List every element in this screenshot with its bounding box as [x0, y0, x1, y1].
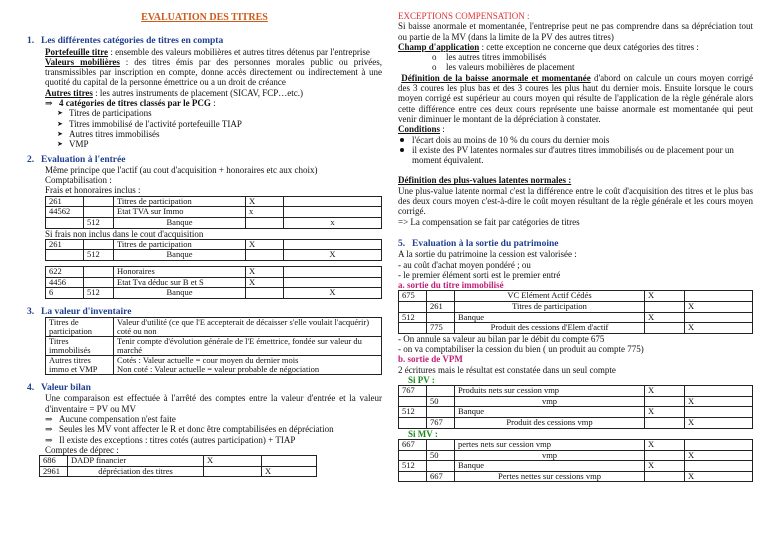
s2-line-3: Frais et honoraires inclus :	[45, 185, 141, 196]
table-row: 667 pertes nets sur cession vmp X	[399, 439, 753, 450]
table-row: 686 DADP financier X	[40, 456, 317, 467]
s2-line-2: Comptabilisation :	[45, 175, 112, 186]
table-row: Titres immobilisés Tenir compte d'évolution générale de l'E émettrice, fondée sur valeur du marché	[46, 337, 382, 356]
section-3-heading: 3. La valeur d'inventaire	[27, 306, 132, 317]
table-row: 512 Banque X	[46, 250, 382, 261]
s5-line-2: - au coût d'achat moyen pondéré ; ou	[398, 259, 531, 270]
s4-point-1: ⇒ Aucune compensation n'est faite	[45, 414, 382, 424]
conditions-heading: Conditions :	[398, 124, 445, 135]
sortie-vpm-label: b. sortie de VPM	[398, 354, 463, 365]
table-row: 667 Pertes nettes sur cessions vmp X	[399, 471, 753, 482]
table-row: 50 vmp X	[399, 450, 753, 461]
table-row: 622 Honoraires X	[46, 267, 382, 278]
pv-latentes-paragraph: Une plus-value latente normal c'est la différence entre le coût d'acquisition des titres et le plus bas des deux cours moyen c'est-à-dire le coût moyen résultant de la règle générale et les cours moyen corrigé.	[398, 185, 753, 217]
champ-application: Champ d'application : cette exception ne concerne que deux catégories des titres :	[398, 41, 699, 52]
journal-entry-depreciation	[39, 455, 317, 477]
inventory-value-table	[45, 317, 382, 375]
conditions-list	[398, 135, 753, 166]
table-row: 4456 Etat Tva déduc sur B et S X	[46, 277, 382, 288]
s5-note-2: - on va comptabiliser la cession du bien ( un produit au compte 775)	[398, 344, 644, 355]
table-row: 6 512 Banque X	[46, 288, 382, 299]
definition-baisse: Définition de la baisse anormale et momentanée d'abord on calcule un cours moyen corrigé des 3 coures les plus bas et des 3 coures les plus haut du dernier mois. Ensuite lorsque le cours moyen corrigé est supérieur au cours moyen qui résulte de l'application de la règle générale alors cette différence entre ces deux cours représente une baisse anormale est momentanée qui peut venir diminuer le montant de la dépréciation à constater.	[398, 72, 753, 124]
list-item: ➤ Titres de participations	[57, 108, 382, 118]
journal-entry-honoraires	[45, 266, 382, 299]
sortie-titre-immobilise-label: a. sortie du titre immobilisé	[398, 280, 504, 291]
list-item: il existe des PV latentes normales sur d'autres titres immobilisés ou de placement pour un moment équivalent.	[398, 145, 753, 166]
table-row: 775 Produit des cessions d'Elem d'actif X	[399, 323, 753, 334]
s4-paragraph: Une comparaison est effectuée à l'arrêté des comptes entre la valeur d'entrée et la valeur d'inventaire = PV ou MV	[45, 393, 382, 414]
s4-comptes-label: Comptes de déprec :	[45, 444, 119, 455]
journal-entry-frais-non-inclus	[45, 239, 382, 261]
portefeuille-definition: Portefeuille titre : ensemble des valeurs mobilières et autres titres détenus par l'entreprise	[45, 46, 370, 57]
list-item: ➤ Titres immobilisé de l'activité portefeuille TIAP	[57, 119, 382, 129]
page-title: EVALUATION DES TITRES	[141, 12, 268, 23]
list-item: ➤ Autres titres immobilisés	[57, 129, 382, 139]
section-5-heading: 5. Evaluation à la sortie du patrimoine	[398, 238, 559, 249]
journal-entry-sortie-immo	[398, 290, 753, 333]
right-column	[398, 11, 753, 482]
table-row: Autres titres immo et VMP Cotés : Valeur actuelle = cour moyen du dernier mois Non coté : Valeur actuelle = valeur probable de négociation	[46, 356, 382, 375]
pv-latentes-heading: Définition des plus-values latentes normales :	[398, 175, 572, 186]
journal-entry-mv	[398, 439, 753, 482]
sortie-vpm-text: 2 écritures mais le résultat est constatée dans un seul compte	[398, 364, 616, 375]
s5-note-1: - On annule sa valeur au bilan par le débit du compte 675	[398, 333, 605, 344]
journal-entry-frais-inclus	[45, 196, 382, 229]
exceptions-paragraph: Si baisse anormale et momentanée, l'entreprise peut ne pas comprendre dans sa dépréciation tout ou partie de la MV (dans la limite de la PV des autres titres)	[398, 21, 753, 42]
s2-line-1: Même principe que l'actif (au cout d'acquisition + honoraires etc aux choix)	[45, 164, 318, 175]
table-row: 44562 Etat TVA sur Immo x	[46, 207, 382, 218]
table-row: 50 vmp X	[399, 396, 753, 407]
table-row: 2961 dépréciation des titres X	[40, 466, 317, 477]
section-1-heading: 1. Les différentes catégories de titres en compta	[27, 36, 224, 47]
table-row: 675 VC Elément Actif Cédés X	[399, 291, 753, 302]
s4-point-2: ⇒ Seules les MV vont affecter le R et donc être comptabilisées en dépréciation	[45, 424, 382, 434]
champ-application-list	[398, 52, 753, 73]
list-item: ➤ VMP	[57, 139, 382, 149]
si-pv-label: Si PV :	[408, 374, 435, 385]
s5-line-1: A la sortie du patrimoine la cession est valorisée :	[398, 249, 577, 260]
table-row: 767 Produits nets sur cession vmp X	[399, 386, 753, 397]
compensation-conclusion: => La compensation se fait par catégories de titres	[398, 216, 580, 227]
autres-titres-definition: Autres titres : les autres instruments de placement (SICAV, FCP…etc.)	[45, 87, 304, 98]
section-4-heading: 4. Valeur bilan	[27, 383, 91, 394]
table-row: 261 Titres de participation X	[46, 239, 382, 250]
table-row: 512 Banque X	[399, 312, 753, 323]
table-row: 512 Banque X	[399, 461, 753, 472]
left-column	[27, 0, 382, 477]
si-mv-label: Si MV :	[408, 428, 438, 439]
categories-heading: ⇒ 4 catégories de titres classés par le PCG :	[27, 98, 382, 108]
s2-line-4: Si frais non inclus dans le cout d'acquisition	[45, 228, 204, 239]
section-2-heading: 2. Evaluation à l'entrée	[27, 154, 126, 165]
valeurs-mobilieres-definition: Valeurs mobilières : des titres émis par des personnes morales public ou privées, transmissibles par inscription en compte, donne accès directement ou indirectement à une quotité du capital de la personne émettrice ou a un droit de créance	[45, 56, 382, 88]
journal-entry-pv	[398, 385, 753, 428]
exceptions-heading: EXCEPTIONS COMPENSATION :	[398, 11, 530, 21]
categories-list	[27, 108, 382, 149]
list-item: o les valeurs mobilières de placement	[432, 62, 753, 72]
table-row: 261 Titres de participation X	[46, 196, 382, 207]
table-row: 767 Produit des cessions vmp X	[399, 418, 753, 429]
table-row: Titres de participation Valeur d'utilité (ce que l'E accepterait de décaisser s'elle voulait l'acquérir) coté ou non	[46, 318, 382, 337]
s4-point-3: ⇒ Il existe des exceptions : titres cotés (autres participation) + TIAP	[45, 435, 382, 445]
list-item: l'écart dois au moins de 10 % du cours du dernier mois	[398, 135, 753, 145]
s5-line-3: - le premier élément sorti est le premier entré	[398, 269, 561, 280]
table-row: 512 Banque x	[46, 217, 382, 228]
table-row: 261 Titres de participation X	[399, 302, 753, 313]
table-row: 512 Banque X	[399, 407, 753, 418]
list-item: o les autres titres immobilisés	[432, 52, 753, 62]
